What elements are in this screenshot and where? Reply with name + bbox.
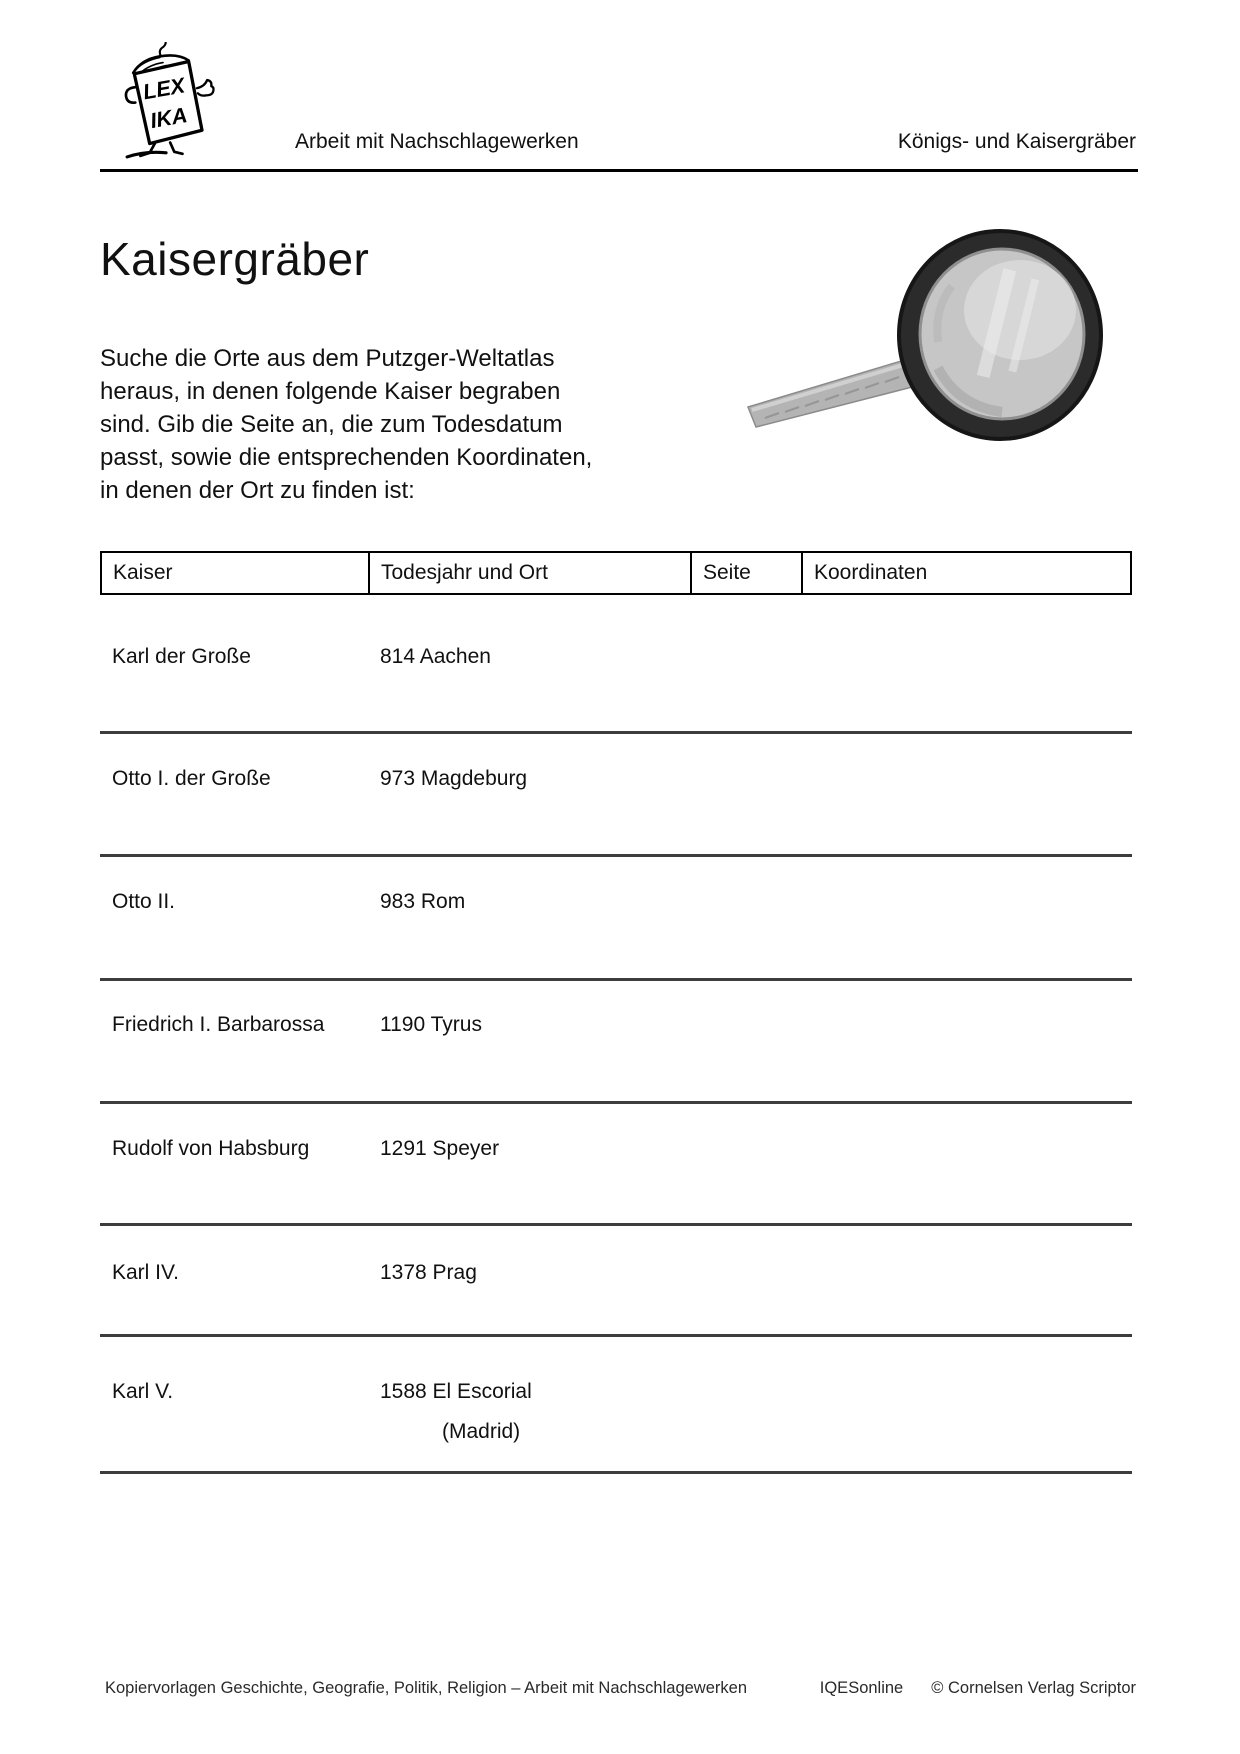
todesjahr-ort-cell: 1378 Prag: [380, 1261, 477, 1284]
seite-cell: [692, 645, 805, 731]
kaiser-cell: Karl V.: [112, 1380, 174, 1403]
todesjahr-ort-line1: 1588 El Escorial: [380, 1380, 532, 1403]
instruction-line: sind. Gib die Seite an, die zum Todesdatum: [100, 411, 563, 438]
footer-brand: IQESonline: [819, 1679, 904, 1697]
todesjahr-ort-cell: 814 Aachen: [380, 645, 491, 668]
koordinaten-cell: [805, 890, 1132, 978]
todesjahr-ort-cell: 983 Rom: [380, 890, 466, 913]
col-header-todesjahr: Todesjahr und Ort: [368, 553, 690, 593]
koordinaten-cell: [805, 1013, 1132, 1101]
koordinaten-cell: [805, 1137, 1132, 1223]
koordinaten-cell: [805, 645, 1132, 731]
seite-cell: [692, 1013, 805, 1101]
todesjahr-ort-cell: 973 Magdeburg: [380, 767, 528, 790]
col-header-koordinaten: Koordinaten: [801, 553, 1130, 593]
footer-series-title: Kopiervorlagen Geschichte, Geografie, Politik, Religion – Arbeit mit Nachschlagewerken: [105, 1679, 747, 1697]
instruction-line: heraus, in denen folgende Kaiser begraben: [100, 378, 561, 405]
header-subject: Arbeit mit Nachschlagewerken: [295, 130, 579, 153]
seite-cell: [692, 890, 805, 978]
table-row: [100, 1337, 1132, 1474]
instruction-line: passt, sowie die entsprechenden Koordinaten,: [100, 444, 593, 471]
header-rule: [100, 169, 1138, 172]
table-row: [100, 981, 1132, 1104]
seite-cell: [692, 1380, 805, 1471]
kaiser-cell: Otto I. der Große: [112, 767, 271, 790]
table-header-row: [100, 551, 1132, 595]
seite-cell: [692, 1137, 805, 1223]
seite-cell: [692, 767, 805, 854]
table-row: [100, 734, 1132, 857]
kaiser-cell: Otto II.: [112, 890, 176, 913]
lexika-book-logo: [103, 42, 223, 160]
col-header-seite: Seite: [690, 553, 801, 593]
logo-text-ika: IKA: [148, 103, 190, 134]
table-row: [100, 857, 1132, 981]
koordinaten-cell: [805, 767, 1132, 854]
kaisergraeber-table: [100, 551, 1132, 1474]
kaiser-cell: Karl der Große: [112, 645, 251, 668]
kaiser-cell: Friedrich I. Barbarossa: [112, 1013, 325, 1036]
koordinaten-cell: [805, 1380, 1132, 1471]
koordinaten-cell: [805, 1261, 1132, 1334]
logo-text-lex: LEX: [141, 73, 187, 105]
instruction-line: Suche die Orte aus dem Putzger-Weltatlas: [100, 345, 555, 372]
footer-copyright: © Cornelsen Verlag Scriptor: [931, 1679, 1136, 1697]
task-instructions: [100, 342, 700, 507]
kaiser-cell: Karl IV.: [112, 1261, 179, 1284]
todesjahr-ort-cell: [368, 1380, 692, 1471]
kaiser-cell: Rudolf von Habsburg: [112, 1137, 310, 1160]
instruction-line: in denen der Ort zu finden ist:: [100, 477, 415, 504]
todesjahr-ort-cell: 1190 Tyrus: [380, 1013, 482, 1036]
page-footer: [105, 1679, 1136, 1698]
seite-cell: [692, 1261, 805, 1334]
page-title: Kaisergräber: [100, 233, 370, 285]
table-row: [100, 1104, 1132, 1226]
table-row: [100, 1226, 1132, 1337]
table-row: [100, 595, 1132, 734]
header-topic: Königs- und Kaisergräber: [897, 130, 1136, 153]
col-header-kaiser: Kaiser: [113, 561, 173, 584]
magnifying-glass-illustration: [690, 208, 1142, 458]
todesjahr-ort-cell: 1291 Speyer: [380, 1137, 500, 1160]
ort-zusatz-line: (Madrid): [442, 1420, 521, 1443]
